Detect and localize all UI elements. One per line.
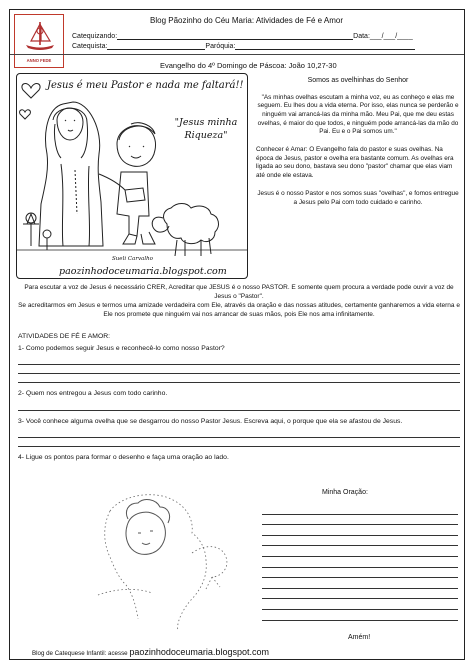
catequizando-row xyxy=(72,33,413,40)
gospel-quote: "As minhas ovelhas escutam a minha voz, eu as conheço e elas me seguem. Eu lhes dou a vida eterna. Por isso, elas nunca se perderão e ninguém vai arrancá-las da minha mão. Meu Pai, que me deu estas ovelhas, é maior do que todos, e ninguém pode arrancá-las da mão do Pai. Eu e o Pai somos um." xyxy=(257,93,459,136)
pastor-paragraph: Jesus é o nosso Pastor e nos somos suas "ovelhas", e fomos entregue a Jesus pelo Pai com todo cuidado e carinho. xyxy=(257,189,459,206)
explanation-text xyxy=(18,284,460,320)
prayer-title: Minha Oração: xyxy=(322,489,368,496)
activities-heading: ATIVIDADES DE FÉ E AMOR: xyxy=(18,333,111,340)
prayer-line[interactable] xyxy=(262,515,458,526)
logo-text-anno: ANNO xyxy=(26,58,39,64)
logo xyxy=(14,14,64,68)
explanation-paragraph-1: Para escutar a voz de Jesus é necessário CRER, Acreditar que JESUS é o nosso PASTOR. E somente quem procura a verdade pode ouvir a voz de Jesus o "Pastor". xyxy=(24,284,454,300)
question-1: 1- Como podemos seguir Jesus e reconhecê-lo como nosso Pastor? xyxy=(18,345,225,353)
explanation-paragraph-2: Se acreditarmos em Jesus e termos uma amizade verdadeira com Ele, através da oração e das nossas atitudes, certamente ganharemos a vida eterna e Ele nos promete que ninguém vai nos arrancar de suas mãos, pois Ele nos ama infinitamente. xyxy=(18,301,460,318)
paroquia-field[interactable] xyxy=(235,43,415,50)
question-2: 2- Quem nos entregou a Jesus com todo carinho. xyxy=(18,390,168,398)
header-divider xyxy=(10,54,464,55)
jesus-child-sheep-drawing xyxy=(17,74,248,279)
activities-section xyxy=(18,332,460,465)
reflection-column xyxy=(256,76,460,216)
illustration-title: Jesus é meu Pastor e nada me faltará!! xyxy=(47,80,244,91)
prayer-line[interactable] xyxy=(262,599,458,610)
question-4: 4- Ligue os pontos para formar o desenho e faça uma oração ao lado. xyxy=(18,453,229,461)
footer-blog-link[interactable]: paozinhodoceumaria.blogspot.com xyxy=(129,647,269,657)
answer-line[interactable] xyxy=(18,438,460,447)
answer-line[interactable] xyxy=(18,374,460,383)
data-field[interactable]: ___/___/____ xyxy=(369,33,413,40)
quote-line-2: Riqueza" xyxy=(184,130,228,142)
answer-line[interactable] xyxy=(18,402,460,411)
data-label: Data: xyxy=(353,33,370,40)
catequista-label: Catequista: xyxy=(72,43,108,50)
paroquia-label: Paróquia: xyxy=(205,43,236,50)
illustration-panel xyxy=(16,73,248,279)
answer-line[interactable] xyxy=(18,365,460,374)
prayer-line[interactable] xyxy=(262,504,458,515)
prayer-line[interactable] xyxy=(262,568,458,579)
answer-line[interactable] xyxy=(18,429,460,438)
prayer-line[interactable] xyxy=(262,589,458,600)
catequizando-label: Catequizando: xyxy=(72,33,118,40)
heart-icon xyxy=(20,110,31,119)
logo-text-fede: FEDE xyxy=(40,58,52,64)
answer-line[interactable] xyxy=(18,356,460,365)
catequista-row xyxy=(72,43,415,50)
prayer-line[interactable] xyxy=(262,557,458,568)
illustration-quote xyxy=(167,116,245,143)
worksheet-page xyxy=(9,9,465,660)
artist-signature: Sueli Carvalho xyxy=(112,256,153,262)
year-of-faith-icon xyxy=(22,19,58,53)
prayer-line[interactable] xyxy=(262,546,458,557)
quote-line-1: "Jesus minha xyxy=(174,117,238,128)
heart-icon xyxy=(22,84,40,98)
footer-label: Blog de Catequese Infantil: acesse xyxy=(32,650,128,657)
reflection-subtitle: Somos as ovelhinhas do Senhor xyxy=(307,77,409,84)
prayer-line[interactable] xyxy=(262,536,458,547)
footer xyxy=(32,647,269,657)
prayer-line[interactable] xyxy=(262,525,458,536)
catequizando-field[interactable] xyxy=(117,33,353,40)
catequista-field[interactable] xyxy=(107,43,205,50)
connect-the-dots-shepherd-drawing[interactable] xyxy=(80,483,250,633)
illustration-url: paozinhodoceumaria.blogspot.com xyxy=(59,266,227,277)
conhecer-paragraph: Conhecer é Amar: O Evangelho fala do pastor e suas ovelhas. Na época de Jesus, pastor e ovelha era bastante comum. As ovelhas era ligada ao seu dono, bastava seu dono "pastor" chamar que elas viam até onde ele estava. xyxy=(256,146,454,180)
gospel-title: Evangelho do 4º Domingo de Páscoa: João 10,27-30 xyxy=(160,61,337,70)
amen-text: Amém! xyxy=(348,634,371,641)
prayer-line[interactable] xyxy=(262,578,458,589)
prayer-line[interactable] xyxy=(262,610,458,621)
question-3: 3- Você conhece alguma ovelha que se desgarrou do nosso Pastor Jesus. Escreva aqui, o porque que ela se afastou de Jesus. xyxy=(18,417,403,425)
prayer-lines xyxy=(262,504,458,621)
page-title: Blog Pãozinho do Céu Maria: Atividades de Fé e Amor xyxy=(150,16,343,25)
